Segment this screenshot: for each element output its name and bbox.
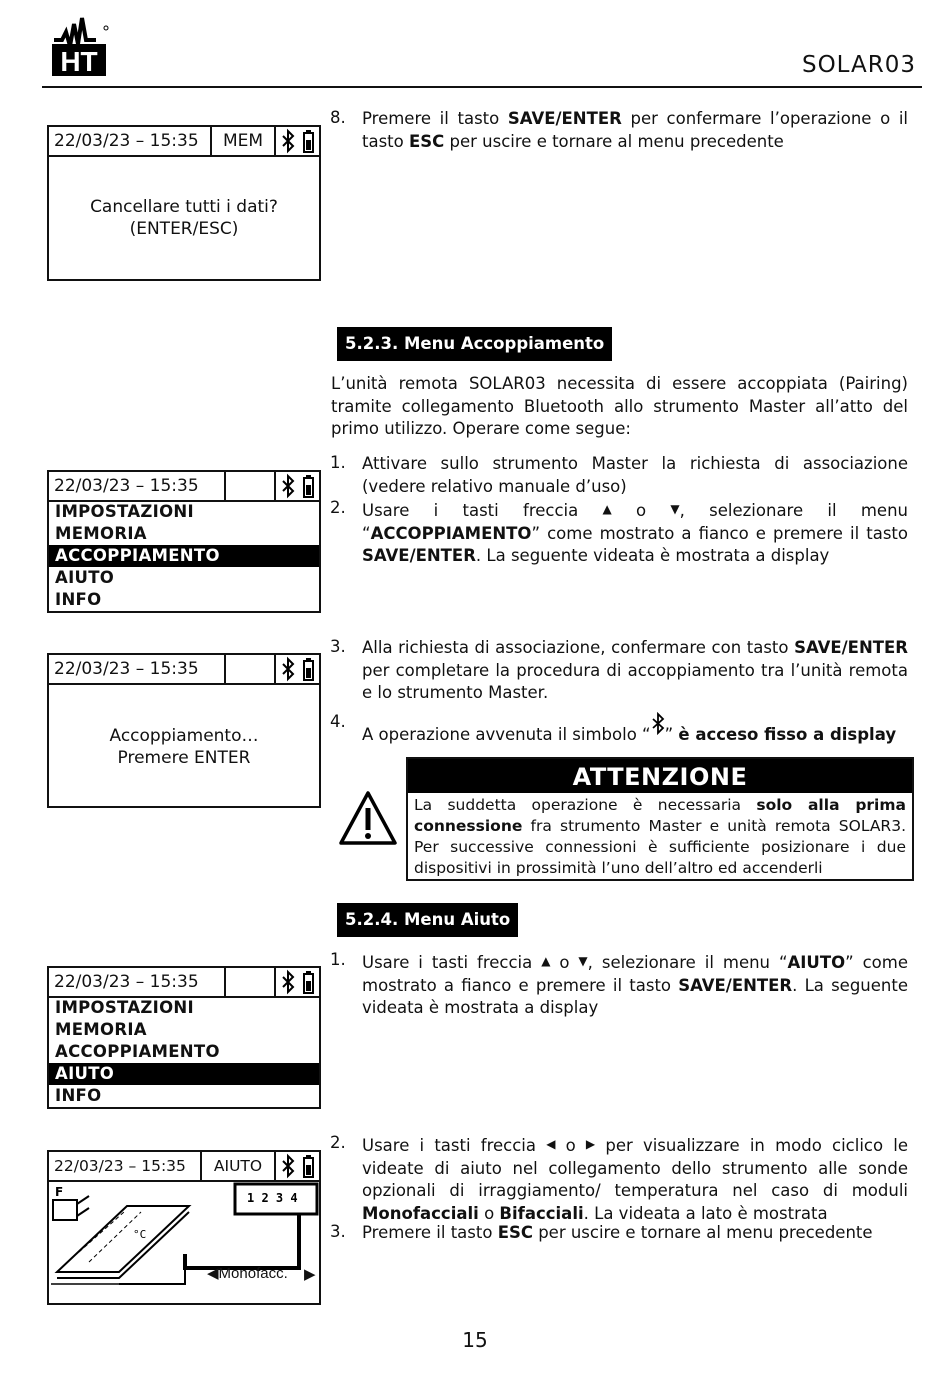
step-number: 2. bbox=[330, 1133, 346, 1152]
datetime: 22/03/23 – 15:35 bbox=[54, 1157, 186, 1175]
plug-label: F bbox=[55, 1185, 64, 1199]
pairing-step-4: A operazione avvenuta il simbolo “ ” è acceso fisso a display bbox=[362, 712, 908, 747]
datetime: 22/03/23 – 15:35 bbox=[54, 131, 199, 151]
section-title-pairing: 5.2.3. Menu Accoppiamento bbox=[337, 327, 612, 361]
pairing-intro: L’unità remota SOLAR03 necessita di essere accoppiata (Pairing) tramite collegamento Bluetooth allo strumento Master all’atto del primo utilizzo. Operare come segue: bbox=[331, 374, 908, 438]
lcd-message-line1: Accoppiamento… bbox=[109, 726, 259, 746]
step-number: 1. bbox=[330, 950, 346, 969]
datetime: 22/03/23 – 15:35 bbox=[54, 476, 199, 496]
menu-item-info[interactable]: INFO bbox=[55, 1086, 102, 1105]
menu-item-aiuto-selected[interactable]: AIUTO bbox=[49, 1063, 319, 1085]
ht-logo bbox=[48, 10, 110, 78]
connection-diagram bbox=[49, 1182, 319, 1303]
pairing-step-1: Attivare sullo strumento Master la richiesta di associazione (vedere relativo manuale d’uso) bbox=[362, 454, 908, 496]
arrow-down-icon: ▼ bbox=[670, 502, 680, 516]
arrow-right-icon: ▶ bbox=[585, 1137, 596, 1151]
lcd-menu-pairing bbox=[47, 470, 321, 613]
lcd-message-line2: (ENTER/ESC) bbox=[129, 219, 239, 239]
arrow-left-icon: ◀ bbox=[546, 1137, 556, 1151]
step-number: 3. bbox=[330, 637, 346, 656]
header-rule bbox=[42, 86, 922, 88]
menu-item-info[interactable]: INFO bbox=[55, 590, 102, 609]
lcd-pairing-screen bbox=[47, 653, 321, 808]
help-caption: Monofacc. bbox=[218, 1265, 288, 1282]
arrow-left-icon[interactable]: ◀ bbox=[207, 1265, 219, 1282]
help-step-3: Premere il tasto ESC per uscire e tornare al menu precedente bbox=[362, 1223, 873, 1242]
bluetooth-icon bbox=[651, 725, 665, 744]
lcd-menu-help bbox=[47, 966, 321, 1109]
step-number: 2. bbox=[330, 498, 346, 517]
lcd-message-line2: Premere ENTER bbox=[117, 748, 251, 768]
warning-triangle-icon bbox=[338, 790, 398, 846]
lcd-status-bar bbox=[49, 655, 319, 685]
mode-label: AIUTO bbox=[213, 1157, 263, 1175]
bt-battery-icon bbox=[277, 968, 319, 996]
arrow-up-icon: ▲ bbox=[602, 502, 612, 516]
lcd-help-screen bbox=[47, 1150, 321, 1305]
bt-battery-icon bbox=[277, 655, 319, 683]
warning-box bbox=[406, 757, 914, 881]
lcd-delete-screen bbox=[47, 125, 321, 281]
menu-item-impostazioni[interactable]: IMPOSTAZIONI bbox=[55, 998, 194, 1017]
logo-text: HT bbox=[60, 46, 98, 77]
menu-item-impostazioni[interactable]: IMPOSTAZIONI bbox=[55, 502, 194, 521]
channel-numbers: 1 2 3 4 bbox=[247, 1191, 298, 1205]
arrow-up-icon: ▲ bbox=[541, 954, 551, 968]
menu-item-accoppiamento[interactable]: ACCOPPIAMENTO bbox=[55, 1042, 220, 1061]
step-number: 4. bbox=[330, 712, 346, 731]
section-title-help: 5.2.4. Menu Aiuto bbox=[337, 903, 518, 937]
lcd-message-line1: Cancellare tutti i dati? bbox=[90, 197, 278, 217]
warning-title: ATTENZIONE bbox=[408, 759, 912, 793]
model-name: SOLAR03 bbox=[801, 52, 916, 78]
bt-battery-icon bbox=[277, 472, 319, 500]
datetime: 22/03/23 – 15:35 bbox=[54, 972, 199, 992]
lcd-status-bar bbox=[49, 472, 319, 502]
mode-label: MEM bbox=[222, 131, 264, 151]
help-step-2: Usare i tasti freccia ◀ o ▶ per visualizzare in modo ciclico le videate di aiuto nel collegamento dello strumento alle sonde opzionali di irraggiamento/ temperatura nel caso di moduli Monofacciali o Bifacciali. La videata a lato è mostrata bbox=[362, 1133, 908, 1225]
datetime: 22/03/23 – 15:35 bbox=[54, 659, 199, 679]
menu-item-memoria[interactable]: MEMORIA bbox=[55, 524, 147, 543]
page-number: 15 bbox=[462, 1328, 488, 1352]
step-number: 3. bbox=[330, 1222, 346, 1241]
bt-battery-icon bbox=[277, 127, 319, 155]
svg-text:°C: °C bbox=[133, 1228, 147, 1241]
help-step-1: Usare i tasti freccia ▲ o ▼, selezionare il menu “AIUTO” come mostrato a fianco e premere il tasto SAVE/ENTER. La seguente videata è mostrata a display bbox=[362, 950, 908, 1020]
lcd-status-bar bbox=[49, 1152, 319, 1182]
menu-item-accoppiamento-selected[interactable]: ACCOPPIAMENTO bbox=[49, 545, 319, 567]
bt-battery-icon bbox=[277, 1152, 319, 1180]
menu-item-memoria[interactable]: MEMORIA bbox=[55, 1020, 147, 1039]
lcd-status-bar bbox=[49, 968, 319, 998]
pairing-step-3: Alla richiesta di associazione, confermare con tasto SAVE/ENTER per completare la procedura di accoppiamento tra l’unità remota e lo strumento Master. bbox=[362, 638, 908, 702]
step-8-text: Premere il tasto SAVE/ENTER per confermare l’operazione o il tasto ESC per uscire e tornare al menu precedente bbox=[362, 109, 908, 151]
step-number: 8. bbox=[330, 108, 346, 127]
arrow-right-icon[interactable]: ▶ bbox=[304, 1265, 316, 1283]
step-number: 1. bbox=[330, 453, 346, 472]
lcd-status-bar bbox=[49, 127, 319, 157]
pairing-step-2: Usare i tasti freccia ▲ o ▼, selezionare il menu “ACCOPPIAMENTO” come mostrato a fianco e premere il tasto SAVE/ENTER. La seguente videata è mostrata a display bbox=[362, 498, 908, 568]
warning-text: La suddetta operazione è necessaria solo alla prima connessione fra strumento Master e unità remota SOLAR3. Per successive connessioni è sufficiente posizionare i due dispositivi in prossimità l’uno dell’altro ed accenderli bbox=[414, 796, 906, 877]
help-nav bbox=[207, 1265, 288, 1283]
menu-item-aiuto[interactable]: AIUTO bbox=[55, 568, 115, 587]
arrow-down-icon: ▼ bbox=[578, 954, 588, 968]
